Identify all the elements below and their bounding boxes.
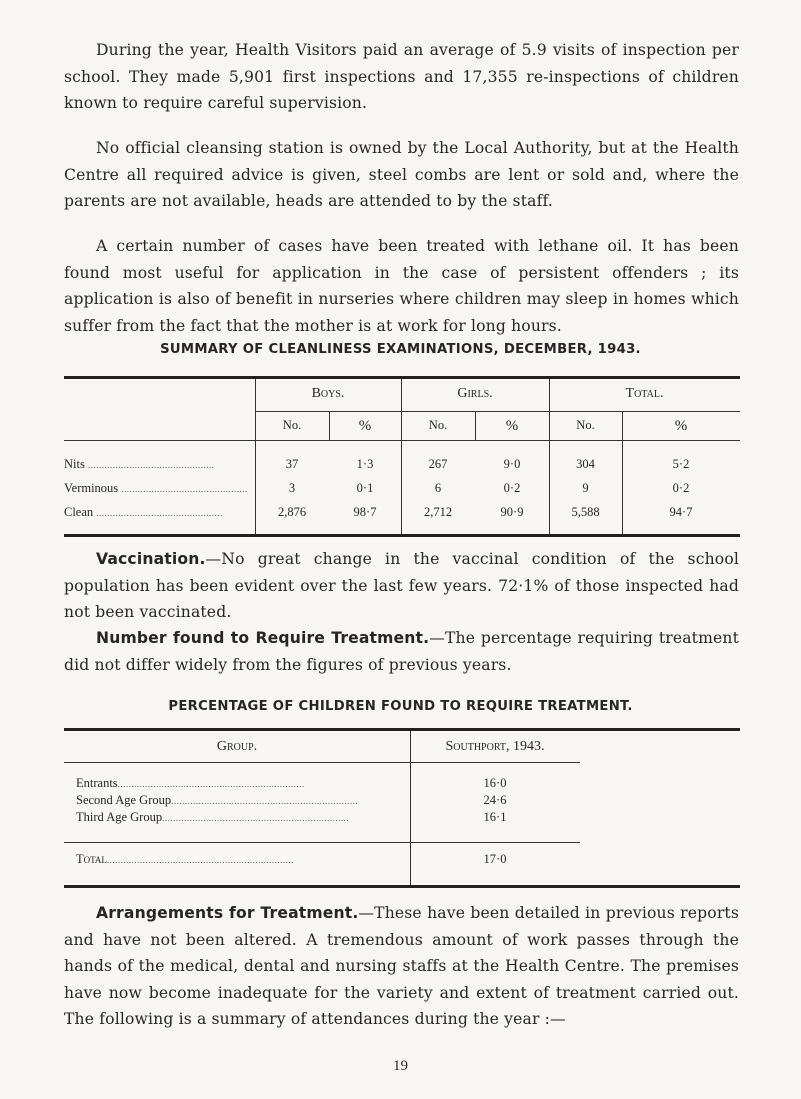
row-label-second-age-group: Second Age Group bbox=[76, 793, 172, 807]
paragraph-arrangements bbox=[64, 900, 739, 1033]
cell-verminous-girls-percent: 0·2 bbox=[503, 481, 521, 495]
subheader-total-no: No. bbox=[576, 418, 595, 432]
subheader-boys-no: No. bbox=[282, 418, 302, 432]
treatment-title: Number found to Require Treatment. bbox=[96, 629, 430, 647]
treatment-table: Group. Southport, 1943. Entrants.................................................................... 16·0 Second Age Group.................................................................... 24·6 Third Age Group.................................................................... 16·1 Total.................................................................... 17·0 bbox=[64, 728, 740, 888]
cleanliness-table: Boys. Girls. Total. No. % No. % No. % Nits .............................................. 37 1·3 267 9·0 304 5·2 Verminous .............................................. 3 0·1 6 0·2 9 0·2 Clean .............................................. 2,876 98·7 2,712 90·9 5,588 94·7 bbox=[64, 376, 740, 537]
cell-verminous-boys-no: 3 bbox=[288, 481, 296, 495]
cell-third-age-group-value: 16·1 bbox=[483, 810, 507, 824]
header-group: Group. bbox=[216, 739, 258, 754]
header-total: Total. bbox=[625, 386, 664, 401]
header-southport: Southport, 1943. bbox=[445, 739, 545, 754]
row-label-total: Total bbox=[76, 852, 107, 866]
cell-total-value: 17·0 bbox=[483, 852, 507, 866]
subheader-girls-percent: % bbox=[505, 418, 519, 434]
cell-entrants-value: 16·0 bbox=[483, 776, 507, 790]
row-label-nits: Nits bbox=[64, 457, 85, 471]
paragraph-lethane-oil: A certain number of cases have been treated with lethane oil. It has been found most useful for application in the case of persistent offenders ; its application is also of benefit in nurseries where children may sleep in homes which suffer from the fact that the mother is at work for long hours. bbox=[64, 237, 739, 335]
paragraph-treatment bbox=[64, 625, 739, 678]
cell-verminous-girls-no: 6 bbox=[434, 481, 442, 495]
vaccination-title: Vaccination. bbox=[96, 550, 206, 568]
summary-heading: SUMMARY OF CLEANLINESS EXAMINATIONS, DECEMBER, 1943. bbox=[160, 342, 641, 357]
cell-clean-girls-no: 2,712 bbox=[423, 505, 453, 519]
cell-nits-girls-percent: 9·0 bbox=[503, 457, 521, 471]
paragraph-cleansing-station: No official cleansing station is owned by the Local Authority, but at the Health Centre all required advice is given, steel combs are lent or sold and, where the parents are not available, heads are attended to by the staff. bbox=[64, 139, 739, 210]
cell-verminous-total-percent: 0·2 bbox=[672, 481, 690, 495]
page-number: 19 bbox=[393, 1058, 408, 1074]
subheader-total-percent: % bbox=[674, 418, 688, 434]
cell-verminous-total-no: 9 bbox=[582, 481, 589, 495]
treatment-text: —The percentage requiring treatment did not differ widely from the figures of previous years. bbox=[64, 629, 740, 674]
cell-clean-total-percent: 94·7 bbox=[669, 505, 693, 519]
cell-nits-boys-no: 37 bbox=[285, 457, 299, 471]
row-label-clean: Clean bbox=[64, 505, 94, 519]
cell-nits-girls-no: 267 bbox=[428, 457, 448, 471]
cell-nits-total-no: 304 bbox=[576, 457, 595, 471]
header-girls: Girls. bbox=[457, 386, 493, 401]
row-label-verminous: Verminous bbox=[64, 481, 119, 495]
arrangements-title: Arrangements for Treatment. bbox=[96, 904, 359, 922]
row-label-third-age-group: Third Age Group bbox=[76, 810, 163, 824]
header-boys: Boys. bbox=[311, 386, 345, 401]
cell-second-age-group-value: 24·6 bbox=[483, 793, 507, 807]
cell-nits-total-percent: 5·2 bbox=[672, 457, 690, 471]
cell-clean-boys-percent: 98·7 bbox=[353, 505, 377, 519]
cell-clean-boys-no: 2,876 bbox=[277, 505, 307, 519]
percentage-heading: PERCENTAGE OF CHILDREN FOUND TO REQUIRE TREATMENT. bbox=[168, 699, 633, 714]
arrangements-text: —These have been detailed in previous reports and have not been altered. A tremendous amount of work passes through the hands of the medical, dental and nursing staffs at the Health Centre. The premises have now become inadequate for the variety and extent of treatment carried out. The following is a summary of attendances during the year :— bbox=[64, 904, 739, 1028]
vaccination-text: —No great change in the vaccinal condition of the school population has been evident over the last few years. 72·1% of those inspected had not been vaccinated. bbox=[64, 550, 739, 621]
subheader-girls-no: No. bbox=[428, 418, 448, 432]
paragraph-health-visitors: During the year, Health Visitors paid an average of 5.9 visits of inspection per school. They made 5,901 first inspections and 17,355 re-inspections of children known to require careful supervision. bbox=[64, 41, 739, 112]
cell-clean-girls-percent: 90·9 bbox=[500, 505, 524, 519]
cell-clean-total-no: 5,588 bbox=[571, 505, 600, 519]
cell-nits-boys-percent: 1·3 bbox=[356, 457, 374, 471]
cell-verminous-boys-percent: 0·1 bbox=[356, 481, 374, 495]
subheader-boys-percent: % bbox=[358, 418, 372, 434]
paragraph-vaccination bbox=[64, 546, 739, 626]
row-label-entrants: Entrants bbox=[76, 776, 118, 790]
